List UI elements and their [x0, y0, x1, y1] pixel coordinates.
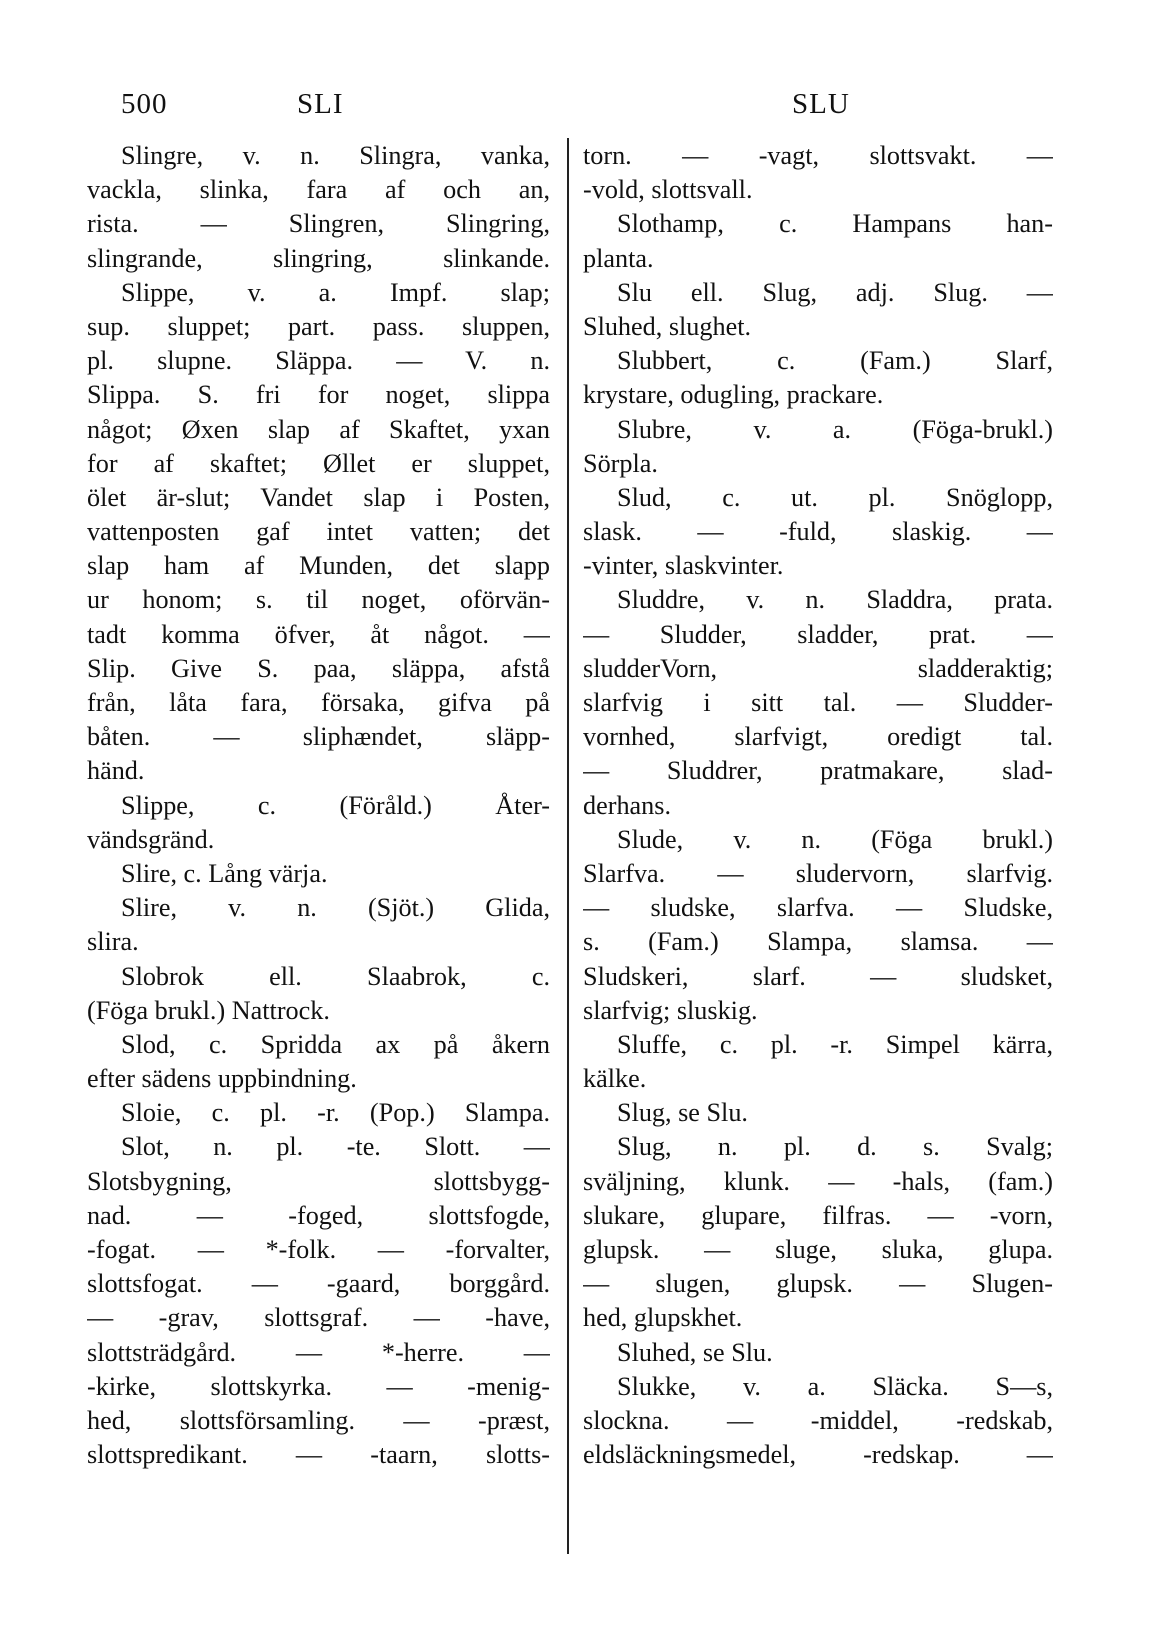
text-line: Slug, se Slu. [617, 1098, 748, 1128]
text-line: Slippa. S. fri for noget, slippa [87, 380, 550, 410]
text-line: ölet är-slut; Vandet slap i Posten, [87, 482, 550, 512]
text-line: eldsläckningsmedel, -redskap. — [583, 1440, 1053, 1470]
text-line: Slippe, v. a. Impf. slap; [121, 277, 550, 307]
text-line: vändsgränd. [87, 824, 215, 854]
text-line: Slu ell. Slug, adj. Slug. — [617, 277, 1053, 307]
column-divider [567, 138, 569, 1554]
text-line: slarfvig i sitt tal. — Sludder- [583, 688, 1053, 717]
text-line: rista. — Slingren, Slingring, [87, 209, 550, 239]
text-line: ur honom; s. til noget, oförvän- [87, 585, 550, 615]
text-line: derhans. [583, 790, 671, 820]
text-line: något; Øxen slap af Skaftet, yxan [87, 414, 550, 444]
text-line: vackla, slinka, fara af och an, [87, 175, 550, 205]
text-line: hed, glupskhet. [583, 1303, 743, 1333]
text-line: tadt komma öfver, åt något. — [87, 619, 550, 649]
text-line: Sluhed, slughet. [583, 311, 752, 341]
text-line: -vinter, slaskvinter. [583, 551, 784, 581]
page-number: 500 [121, 88, 168, 120]
text-line: slap ham af Munden, det slapp [87, 551, 550, 581]
text-line: -fogat. — *-folk. — -forvalter, [87, 1235, 550, 1264]
text-line: Slukke, v. a. Släcka. S—s, [617, 1371, 1053, 1401]
text-line: sväljning, klunk. — -hals, (fam.) [583, 1166, 1053, 1196]
text-line: — Sludder, sladder, prat. — [583, 619, 1053, 649]
text-line: Slud, c. ut. pl. Snöglopp, [617, 482, 1053, 512]
text-line: sludderVorn, sladderaktig; [583, 653, 1053, 683]
text-line: pl. slupne. Släppa. — V. n. [87, 346, 550, 376]
text-line: slira. [87, 927, 139, 957]
text-line: Slotsbygning, slottsbygg- [87, 1166, 550, 1196]
text-line: Sloie, c. pl. -r. (Pop.) Slampa. [121, 1098, 550, 1128]
text-line: hed, slottsförsamling. — -præst, [87, 1405, 550, 1435]
text-line: (Föga brukl.) Nattrock. [87, 995, 330, 1025]
text-line: slingrande, slingring, slinkande. [87, 243, 550, 273]
text-line: sup. sluppet; part. pass. sluppen, [87, 311, 550, 341]
text-line: Slude, v. n. (Föga brukl.) [617, 824, 1053, 854]
text-line: — slugen, glupsk. — Slugen- [583, 1269, 1053, 1299]
right-column [583, 139, 1053, 1472]
text-line: Slip. Give S. paa, släppa, afstå [87, 653, 550, 683]
text-line: Slubre, v. a. (Föga-brukl.) [617, 414, 1053, 444]
text-line: Slarfva. — sludervorn, slarfvig. [583, 858, 1053, 888]
text-line: Slippe, c. (Föråld.) Åter- [121, 790, 550, 820]
text-line: — Sluddrer, pratmakare, slad- [583, 756, 1053, 786]
text-line: nad. — -foged, slottsfogde, [87, 1200, 550, 1230]
text-line: Sluffe, c. pl. -r. Simpel kärra, [617, 1029, 1053, 1059]
text-line: Slire, c. Lång värja. [121, 858, 328, 888]
text-line: krystare, odugling, prackare. [583, 380, 884, 410]
text-line: torn. — -vagt, slottsvakt. — [583, 141, 1053, 170]
text-line: -kirke, slottskyrka. — -menig- [87, 1371, 550, 1401]
text-line: vornhed, slarfvigt, oredigt tal. [583, 722, 1053, 752]
text-line: vattenposten gaf intet vatten; det [87, 517, 550, 547]
text-line: -vold, slottsvall. [583, 175, 753, 205]
text-line: planta. [583, 243, 654, 273]
text-line: Slug, n. pl. d. s. Svalg; [617, 1132, 1053, 1162]
left-guide-word: SLI [297, 88, 344, 120]
text-line: Sörpla. [583, 448, 658, 478]
text-line: — sludske, slarfva. — Sludske, [583, 893, 1053, 923]
text-line: slottsfogat. — -gaard, borggård. [87, 1269, 550, 1299]
text-line: slarfvig; sluskig. [583, 995, 758, 1025]
text-line: efter sädens uppbindning. [87, 1064, 357, 1094]
text-line: Slobrok ell. Slaabrok, c. [121, 961, 550, 991]
text-line: Slingre, v. n. Slingra, vanka, [121, 141, 550, 170]
text-line: kälke. [583, 1064, 647, 1094]
text-line: Slod, c. Spridda ax på åkern [121, 1029, 550, 1059]
text-line: for af skaftet; Øllet er sluppet, [87, 448, 550, 478]
text-line: Slubbert, c. (Fam.) Slarf, [617, 346, 1053, 376]
text-line: Slire, v. n. (Sjöt.) Glida, [121, 893, 550, 923]
text-line: från, låta fara, försaka, gifva på [87, 688, 550, 717]
text-line: Sluddre, v. n. Sladdra, prata. [617, 585, 1053, 615]
text-line: glupsk. — sluge, sluka, glupa. [583, 1235, 1053, 1264]
text-line: slukare, glupare, filfras. — -vorn, [583, 1200, 1053, 1230]
text-line: slottsträdgård. — *-herre. — [87, 1337, 550, 1367]
text-line: slask. — -fuld, slaskig. — [583, 517, 1053, 547]
right-guide-word: SLU [792, 88, 850, 120]
text-line: händ. [87, 756, 145, 786]
text-line: s. (Fam.) Slampa, slamsa. — [583, 927, 1053, 957]
text-line: slockna. — -middel, -redskab, [583, 1405, 1053, 1435]
text-line: — -grav, slottsgraf. — -have, [87, 1303, 550, 1333]
text-line: slottspredikant. — -taarn, slotts- [87, 1440, 550, 1470]
text-line: Slot, n. pl. -te. Slott. — [121, 1132, 550, 1162]
text-line: Sluhed, se Slu. [617, 1337, 773, 1367]
left-column [87, 139, 550, 1472]
text-line: båten. — sliphændet, släpp- [87, 722, 550, 752]
text-line: Sludskeri, slarf. — sludsket, [583, 961, 1053, 991]
text-line: Slothamp, c. Hampans han- [617, 209, 1053, 239]
